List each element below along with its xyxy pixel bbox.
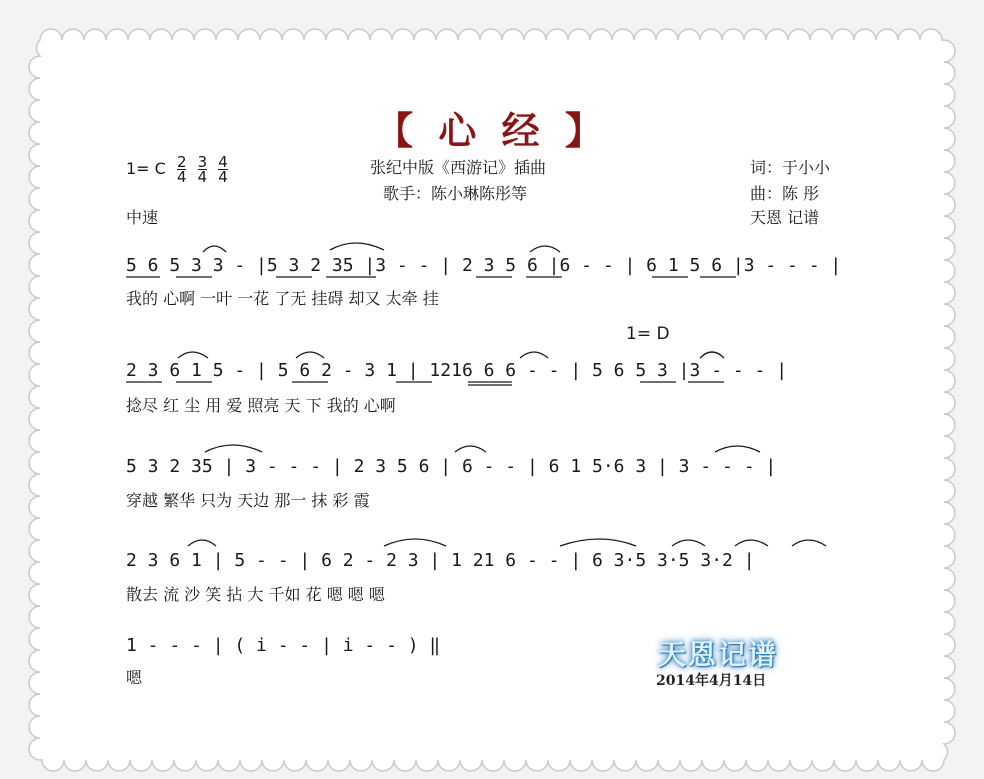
staff-line-4: 2 3 6 1 | 5 - - | 6 2 - 2 3 | 1 21 6 - - | 6 3·5 3·5 3·2 |: [126, 550, 755, 571]
modulation-marking: 1= D: [626, 324, 670, 344]
time-signature-2: $\frac{3}{4}$: [197, 153, 208, 186]
subtitle: 张纪中版《西游记》插曲: [370, 158, 547, 177]
key-and-time-signature: [126, 155, 228, 184]
transcriber-credit: 天恩 记谱: [750, 208, 820, 227]
lyricist-credit: 词：于小小: [750, 158, 831, 177]
staff-line-5: 1 - - - | ( i - - | i - - ) ‖: [126, 635, 441, 656]
lyrics-line-3: 穿越 繁华 只为 天边 那一 抹 彩 霞: [126, 491, 370, 510]
time-signature-3: $\frac{4}{4}$: [218, 153, 228, 186]
tempo-marking: 中速: [126, 208, 159, 227]
transcriber-stamp: 天恩记谱: [658, 638, 779, 671]
staff-line-2: 2 3 6 1 5 - | 5 6 2 - 3 1 | 1216 6 6 - - | 5 6 5 3 |3 - - - |: [126, 360, 788, 381]
lyrics-line-5: 嗯: [126, 668, 143, 687]
key-signature: 1= C: [126, 159, 166, 178]
lyrics-line-4: 散去 流 沙 笑 拈 大 千如 花 嗯 嗯 嗯: [126, 585, 385, 604]
stamp-date: 2014年4月14日: [656, 673, 767, 689]
time-signature-1: $\frac{2}{4}$: [176, 153, 187, 186]
lyrics-line-2: 捻尽 红 尘 用 爱 照亮 天 下 我的 心啊: [126, 396, 396, 415]
composer-credit: 曲：陈 彤: [750, 184, 820, 203]
lyrics-line-1: 我的 心啊 一叶 一花 了无 挂碍 却又 太牵 挂: [126, 289, 439, 308]
staff-line-3: 5 3 2 35 | 3 - - - | 2 3 5 6 | 6 - - | 6 1 5·6 3 | 3 - - - |: [126, 456, 777, 477]
staff-line-1: 5 6 5 3 3 - |5 3 2 35 |3 - - | 2 3 5 6 |6 - - | 6 1 5 6 |3 - - - |: [126, 255, 842, 276]
song-title: 【 心 经 】: [375, 109, 609, 153]
singer-credit: 歌手：陈小琳陈彤等: [383, 184, 528, 203]
